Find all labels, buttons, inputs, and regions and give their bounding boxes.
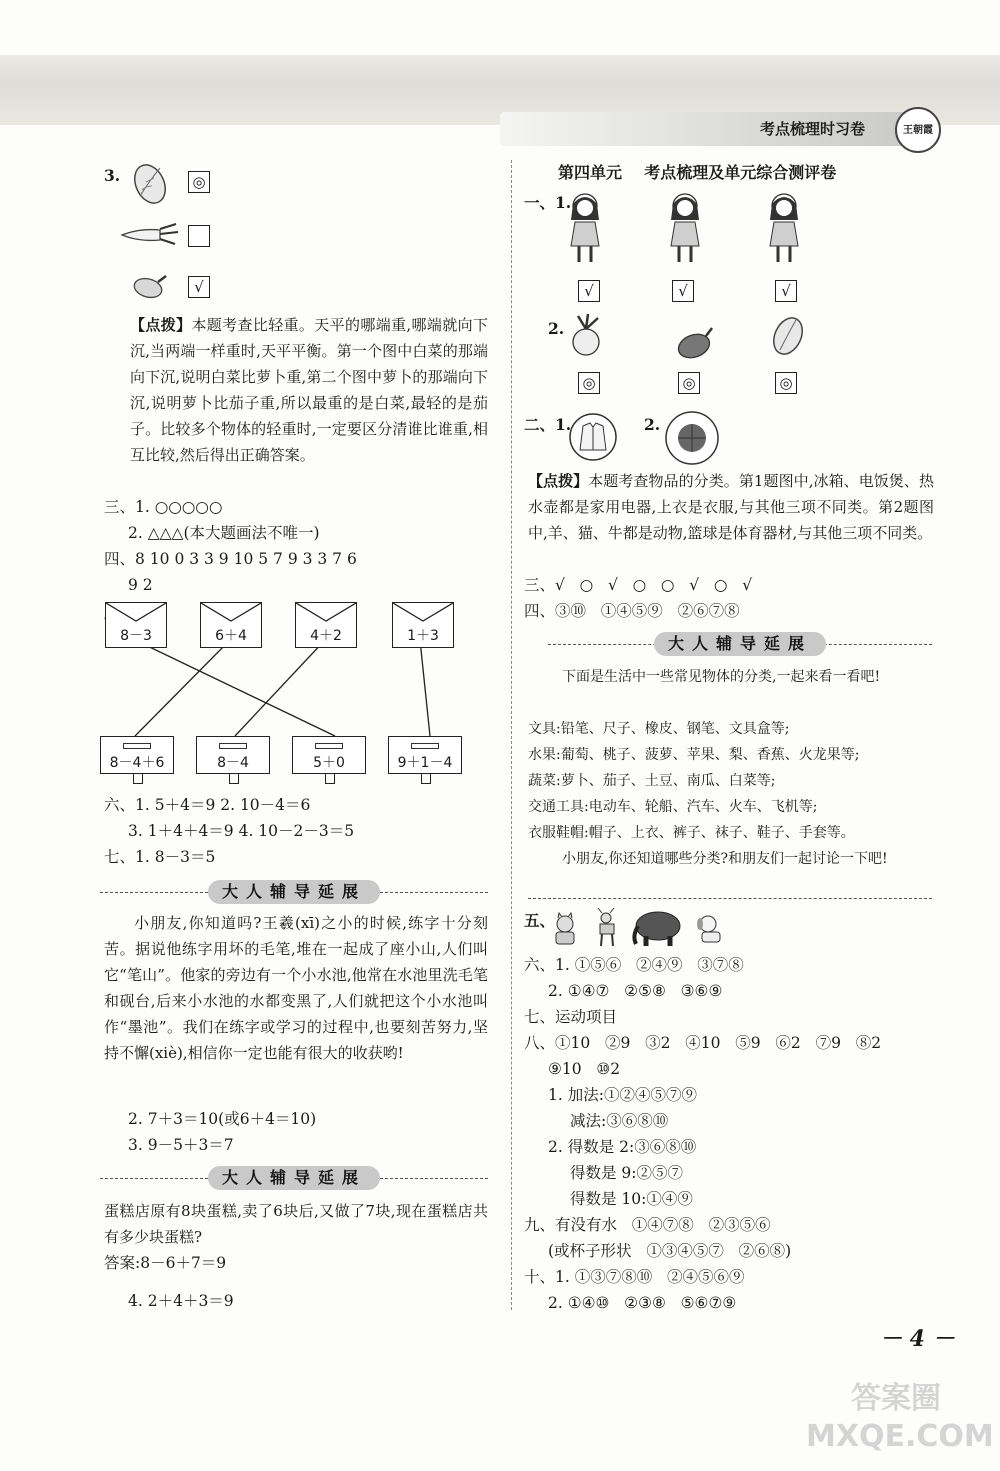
jacket-icon bbox=[568, 412, 618, 462]
envelope-2 bbox=[200, 602, 262, 648]
right-s2-q2: 2. bbox=[644, 415, 661, 434]
q2-box-1: ◎ bbox=[578, 372, 600, 394]
right-s6-2: 2. ①④⑦ ②⑤⑧ ③⑥⑨ bbox=[548, 982, 723, 1000]
right-s10-2: 2. ①④⑩ ②③⑧ ⑤⑥⑦⑨ bbox=[548, 1294, 737, 1312]
tip-text: 本题考查比轻重。天平的哪端重,哪端就向下沉,当两端一样重时,天平平衡。第一个图中白菜的那端向下沉,说明白菜比萝卜重,第二个图中萝卜的那端向下沉,说明萝卜比茄子重,所以最重的是白菜,最轻的是茄子。比较多个物体的轻重时,一定要区分清谁比谁重,相互比较,然后得出正确答案。 bbox=[130, 316, 488, 464]
envelope-1 bbox=[105, 602, 167, 648]
left-s7-1: 七、1. 8－3＝5 bbox=[104, 848, 216, 866]
mailbox-1 bbox=[100, 736, 174, 774]
right-banner-text: 大人辅导延展 bbox=[654, 632, 826, 656]
q1-box-3: √ bbox=[775, 280, 797, 302]
right-s4: 四、③⑩ ①④⑤⑨ ②⑥⑦⑧ bbox=[524, 602, 740, 620]
left-s4-line2: 9 2 bbox=[128, 576, 153, 594]
mailbox-3-label: 5＋0 bbox=[313, 755, 345, 771]
right-tip-label: 【点拨】 bbox=[528, 472, 589, 490]
radish-icon-2 bbox=[566, 312, 610, 358]
cat-icon bbox=[548, 912, 582, 946]
ext-item-5: 衣服鞋帽:帽子、上衣、裤子、袜子、鞋子、手套等。 bbox=[528, 825, 855, 841]
envelope-3-label: 4＋2 bbox=[310, 628, 342, 644]
left-s7-3: 3. 9－5＋3＝7 bbox=[128, 1136, 234, 1154]
right-s8-1: 八、①10 ②9 ③2 ④10 ⑤9 ⑥2 ⑦9 ⑧2 bbox=[524, 1034, 882, 1052]
ext-outro-text: 小朋友,你还知道哪些分类?和朋友们一起讨论一下吧! bbox=[562, 851, 888, 867]
q2-box-3: ◎ bbox=[775, 372, 797, 394]
left-q3-label: 3. bbox=[104, 166, 121, 185]
right-tip-text: 本题考查物品的分类。第1题图中,冰箱、电饭煲、热水壶都是家用电器,上衣是衣服,与其他三项不同类。第2题图中,羊、猫、牛都是动物,篮球是体育器材,与其他三项不同类。 bbox=[528, 472, 934, 542]
right-s7: 七、运动项目 bbox=[524, 1008, 618, 1026]
header-logo bbox=[895, 107, 941, 153]
answer-box-cabbage: ◎ bbox=[188, 171, 210, 193]
girl-2-icon bbox=[665, 190, 705, 270]
girl-3-icon bbox=[764, 190, 804, 270]
left-s7-2: 2. 7＋3＝10(或6＋4＝10) bbox=[128, 1110, 317, 1128]
right-ext-outro bbox=[528, 846, 932, 872]
right-s6-1: 六、1. ①⑤⑥ ②④⑨ ③⑦⑧ bbox=[524, 956, 744, 974]
left-s4-line1: 四、8 10 0 3 3 9 10 5 7 9 3 3 7 6 bbox=[104, 550, 357, 568]
right-q1-label: 一、1. bbox=[524, 193, 572, 212]
right-s10-1: 十、1. ①③⑦⑧⑩ ②④⑤⑥⑨ bbox=[524, 1268, 745, 1286]
right-s8-2: ⑨10 ⑩2 bbox=[548, 1060, 621, 1078]
left-tip bbox=[130, 312, 488, 468]
cabbage-icon-2 bbox=[766, 312, 810, 358]
mailbox-3 bbox=[292, 736, 366, 774]
right-s9-1: 九、有没有水 ①④⑦⑧ ②③⑤⑥ bbox=[524, 1216, 771, 1234]
right-s9-2: (或杯子形状 ①③④⑤⑦ ②⑥⑧) bbox=[548, 1242, 792, 1260]
ext-item-4: 交通工具:电动车、轮船、汽车、火车、飞机等; bbox=[528, 799, 818, 815]
right-s8-sub: 减法:③⑥⑧⑩ bbox=[570, 1112, 669, 1130]
right-s2-label: 二、1. bbox=[524, 415, 572, 434]
cabbage-icon bbox=[128, 160, 172, 206]
left-ext2-answer: 答案:8－6＋7＝9 bbox=[104, 1254, 227, 1272]
banner-2-text: 大人辅导延展 bbox=[208, 1166, 380, 1190]
envelope-2-label: 6＋4 bbox=[215, 628, 247, 644]
left-s7-4: 4. 2＋4＋3＝9 bbox=[128, 1292, 234, 1310]
q1-box-1: √ bbox=[578, 280, 600, 302]
ext-item-3: 蔬菜:萝卜、茄子、土豆、南瓜、白菜等; bbox=[528, 773, 776, 789]
envelope-1-label: 8－3 bbox=[120, 628, 152, 644]
eggplant-icon bbox=[130, 272, 170, 300]
left-extension-2 bbox=[104, 1198, 488, 1250]
extension-2-text: 蛋糕店原有8块蛋糕,卖了6块后,又做了7块,现在蛋糕店共有多少块蛋糕? bbox=[104, 1202, 488, 1246]
eggplant-icon-2 bbox=[672, 322, 716, 362]
envelope-3 bbox=[295, 602, 357, 648]
dog-icon bbox=[694, 912, 726, 946]
right-tip bbox=[528, 468, 934, 546]
mailbox-2-label: 8－4 bbox=[217, 755, 249, 771]
watermark: 答案圈 MXQE.COM bbox=[806, 1381, 994, 1454]
radish-icon bbox=[120, 222, 180, 248]
page-number: － 4 － bbox=[880, 1326, 955, 1352]
right-s8-g9: 得数是 9:②⑤⑦ bbox=[570, 1164, 684, 1182]
left-banner-1 bbox=[100, 880, 488, 906]
answer-box-radish bbox=[188, 225, 210, 247]
unit-title: 第四单元 考点梳理及单元综合测评卷 bbox=[558, 163, 837, 182]
logo-text: 王朝霞 bbox=[903, 125, 933, 136]
elephant-icon bbox=[630, 906, 686, 948]
header-bar bbox=[500, 112, 930, 146]
mailbox-1-label: 8－4＋6 bbox=[109, 755, 165, 771]
header-title: 考点梳理时习卷 bbox=[760, 120, 866, 138]
left-s3-1: 三、1. ○○○○○ bbox=[104, 498, 223, 516]
right-banner bbox=[548, 632, 932, 658]
left-s6-1: 六、1. 5＋4＝9 2. 10－4＝6 bbox=[104, 796, 311, 814]
right-ext-intro bbox=[528, 664, 932, 690]
left-s3-2: 2. △△△(本大题画法不唯一) bbox=[128, 524, 320, 542]
right-s3: 三、√ ○ √ ○ ○ √ ○ √ bbox=[524, 576, 753, 594]
right-q2-label: 2. bbox=[548, 319, 565, 338]
answer-box-eggplant: √ bbox=[188, 276, 210, 298]
ext-intro-text: 下面是生活中一些常见物体的分类,一起来看一看吧! bbox=[562, 669, 881, 685]
right-s8-g2: 2. 得数是 2:③⑥⑧⑩ bbox=[548, 1138, 697, 1156]
girl-1-icon bbox=[565, 190, 605, 270]
envelope-4-label: 1＋3 bbox=[407, 628, 439, 644]
deer-icon bbox=[592, 908, 622, 948]
mailbox-4 bbox=[388, 736, 462, 774]
right-s8-add: 1. 加法:①②④⑤⑦⑨ bbox=[548, 1086, 697, 1104]
left-banner-2 bbox=[100, 1166, 488, 1192]
q1-box-2: √ bbox=[672, 280, 694, 302]
mailbox-2 bbox=[196, 736, 270, 774]
q2-box-2: ◎ bbox=[678, 372, 700, 394]
tip-label: 【点拨】 bbox=[130, 316, 192, 334]
ext-item-2: 水果:葡萄、桃子、菠萝、苹果、梨、香蕉、火龙果等; bbox=[528, 747, 860, 763]
envelope-4 bbox=[392, 602, 454, 648]
ext-item-1: 文具:铅笔、尺子、橡皮、钢笔、文具盒等; bbox=[528, 721, 790, 737]
right-ext-divider bbox=[528, 898, 932, 899]
basketball-icon bbox=[664, 410, 720, 466]
mailbox-4-label: 9＋1－4 bbox=[397, 755, 453, 771]
column-divider bbox=[511, 160, 512, 1310]
extension-1-text: 小朋友,你知道吗?王羲(xī)之小的时候,练字十分刻苦。据说他练字用坏的毛笔,堆在一起成了座小山,人们叫它“笔山”。他家的旁边有一个小水池,他常在水池里洗毛笔和砚台,后来小水池的水都变黑了,人们就把这个小水池叫作“墨池”。我们在练字或学习的过程中,也要刻苦努力,坚持不懈(xiè),相信你一定也能有很大的收获哟! bbox=[104, 914, 488, 1062]
right-s5-label: 五、 bbox=[524, 911, 556, 930]
right-s8-g10: 得数是 10:①④⑨ bbox=[570, 1190, 693, 1208]
left-extension-1 bbox=[104, 910, 488, 1066]
banner-1-text: 大人辅导延展 bbox=[208, 880, 380, 904]
left-s6-2: 3. 1＋4＋4＝9 4. 10－2－3＝5 bbox=[128, 822, 355, 840]
